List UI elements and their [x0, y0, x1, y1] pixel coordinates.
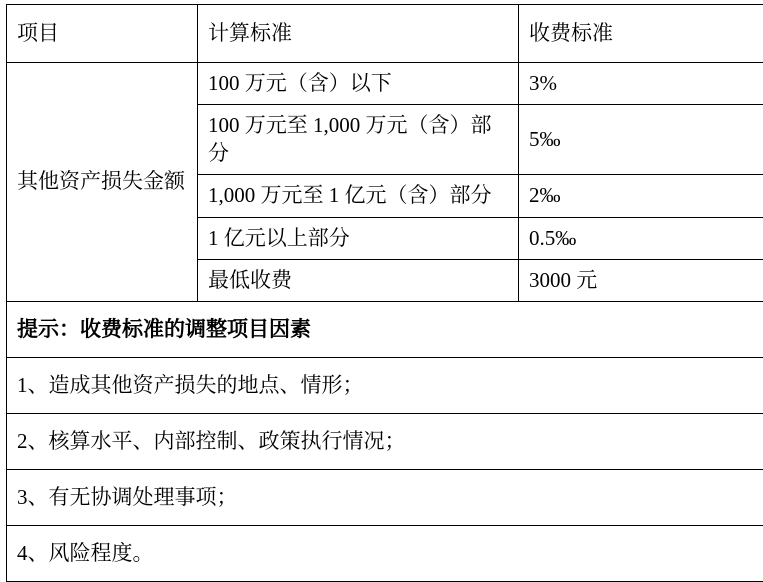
fee-standard-cell: 3000 元 — [519, 259, 763, 301]
calculation-standard-cell: 最低收费 — [198, 259, 519, 301]
note-title-row — [7, 301, 763, 357]
fee-standard-table — [6, 4, 763, 582]
note-row — [7, 469, 763, 525]
fee-standard-cell: 5‰ — [519, 105, 763, 175]
calculation-standard-cell: 1,000 万元至 1 亿元（含）部分 — [198, 175, 519, 217]
fee-standard-cell: 0.5‰ — [519, 217, 763, 259]
calculation-standard-cell: 1 亿元以上部分 — [198, 217, 519, 259]
note-row — [7, 357, 763, 413]
table-header-row — [7, 5, 763, 63]
note-item: 3、有无协调处理事项； — [7, 469, 763, 525]
column-header-item: 项目 — [7, 5, 198, 63]
note-title: 提示：收费标准的调整项目因素 — [7, 301, 763, 357]
calculation-standard-cell: 100 万元（含）以下 — [198, 63, 519, 105]
table-row — [7, 63, 763, 105]
calculation-standard-cell: 100 万元至 1,000 万元（含）部分 — [198, 105, 519, 175]
fee-standard-cell: 3% — [519, 63, 763, 105]
row-group-label-other-asset-loss: 其他资产损失金额 — [7, 63, 198, 302]
note-item: 1、造成其他资产损失的地点、情形； — [7, 357, 763, 413]
note-item: 4、风险程度。 — [7, 525, 763, 581]
document-page — [0, 4, 763, 577]
note-row — [7, 413, 763, 469]
column-header-calculation-standard: 计算标准 — [198, 5, 519, 63]
note-item: 2、核算水平、内部控制、政策执行情况； — [7, 413, 763, 469]
fee-standard-cell: 2‰ — [519, 175, 763, 217]
column-header-fee-standard: 收费标准 — [519, 5, 763, 63]
